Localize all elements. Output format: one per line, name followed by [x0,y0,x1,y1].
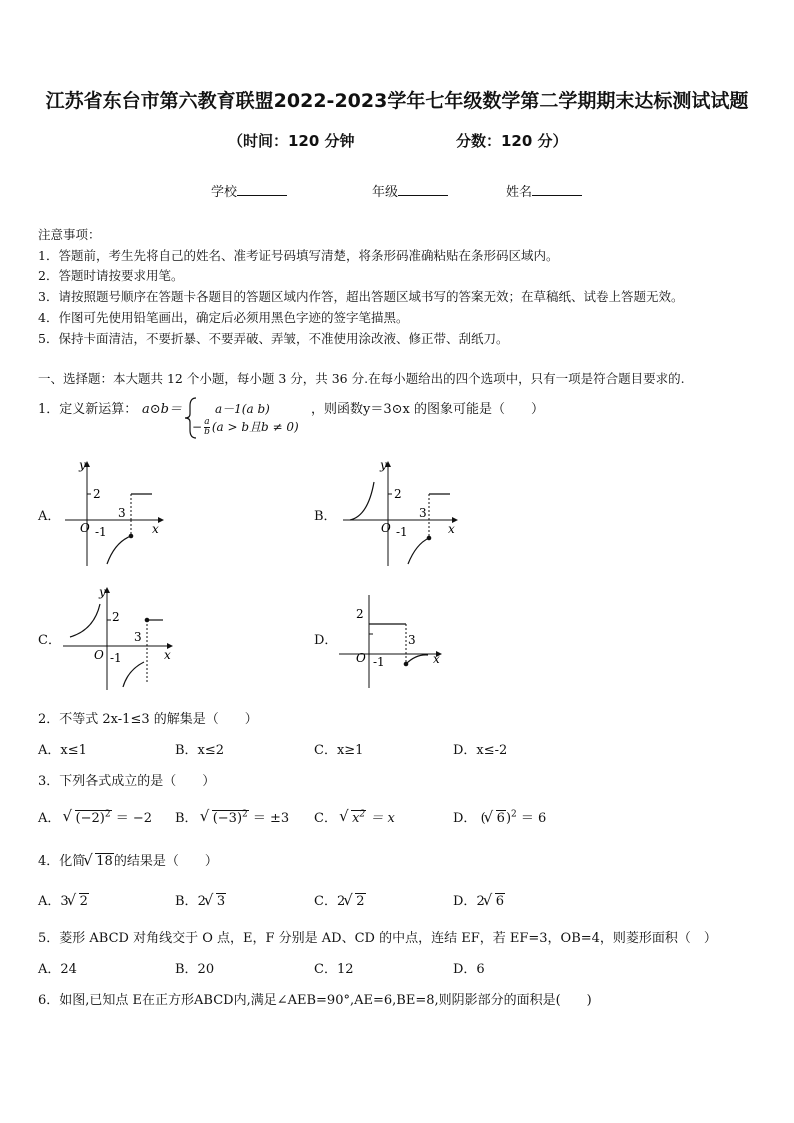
option-label: D． [453,894,477,909]
x-axis-label: x [433,652,440,666]
sqrt-expression [341,810,366,826]
sqrt-expression: √ 2 [345,894,365,909]
exam-time: （时间：120 分钟 [228,132,355,150]
page-title: 江苏省东台市第六教育联盟2022-2023学年七年级数学第二学期期末达标测试试题 [45,90,749,112]
q3-stem: 3．下列各式成立的是（ ） [38,774,216,789]
q5-stem: 5．菱形 ABCD 对角线交于 O 点，E，F 分别是 AD、CD 的中点，连结 EF，若 EF=3，OB=4，则菱形面积（ ） [38,931,717,946]
name-label: 姓名 [506,185,533,200]
q1-graph-d[interactable] [336,590,452,690]
q3-option-a[interactable] [38,807,152,826]
note-item: 4．作图可先使用铅笔画出，确定后必须用黑色字迹的签字笔描黑。 [38,310,409,325]
option-label: D． [453,811,477,826]
q1-case2-tail: (a > b且b ≠ 0) [211,420,299,434]
radicand: (−3) [212,811,243,826]
tick-neg1: -1 [373,655,385,669]
q1-suffix: ，则函数y＝3⊙x 的图象可能是（ ） [311,402,544,417]
sqrt-expression [202,810,249,826]
sqrt-expression [65,810,112,826]
q2-option-d[interactable]: D．x≤-2 [453,743,508,758]
tick-3: 3 [419,506,427,520]
tick-neg1: -1 [95,525,107,539]
q4-stem [38,850,218,869]
origin-label: O [381,521,391,535]
note-item: 2．答题时请按要求用笔。 [38,268,184,283]
radicand: x [352,811,360,826]
q4-option-d[interactable] [453,890,505,909]
tick-3: 3 [134,630,142,644]
school-blank[interactable] [237,183,287,196]
q3-option-c[interactable] [314,807,395,826]
rhs: ＝ ±3 [252,811,290,826]
stem-prefix: 4．化简 [38,854,86,869]
q4-option-a[interactable] [38,890,89,909]
q1-frac-den: b [204,427,210,437]
note-item: 5．保持卡面清洁，不要折暴、不要弄破、弄皱，不准使用涂改液、修正带、刮纸刀。 [38,331,509,346]
q1-option-a-label[interactable]: A． [38,509,61,524]
q1-graph-a[interactable] [60,456,170,568]
name-blank[interactable] [532,183,582,196]
tick-3: 3 [408,633,416,647]
tick-2: 2 [356,607,364,621]
coefficient: 2 [197,894,206,909]
q1-option-d-label[interactable]: D． [314,633,338,648]
y-axis-label: y [380,458,387,472]
exponent: 2 [511,809,517,820]
notes-heading: 注意事项： [38,227,101,242]
q3-option-d[interactable]: D． (√ 6)$^2$ ＝ 6 [453,807,546,826]
sqrt-expression: √ 3 [206,894,226,909]
grade-label: 年级 [372,185,399,200]
q2-option-b[interactable]: B．x≤2 [175,743,225,758]
option-label: B． [175,811,198,826]
tick-neg1: -1 [110,651,122,665]
q4-option-b[interactable] [175,890,226,909]
exponent: 2 [242,809,248,820]
tick-3: 3 [118,506,126,520]
coefficient: 2 [336,894,346,909]
q1-case2: − $\frac{a}{b}$ (a > b且b ≠ 0) [192,417,299,437]
q2-option-c[interactable]: C．x≥1 [314,743,364,758]
y-axis-label: y [79,458,86,472]
q5-option-d[interactable]: D．6 [453,962,485,977]
option-label: C． [314,894,337,909]
rhs: ＝ −2 [115,811,153,826]
tick-2: 2 [394,487,402,501]
origin-label: O [356,651,366,665]
exam-score: 分数：120 分） [456,132,568,150]
option-label: A． [38,894,61,909]
q1-option-c-label[interactable]: C． [38,633,61,648]
x-axis-label: x [152,522,159,536]
grade-field [372,181,448,200]
section-heading: 一、选择题：本大题共 12 个小题，每小题 3 分，共 36 分.在每小题给出的四个选项中，只有一项是符合题目要求的. [38,371,685,386]
tick-neg1: -1 [396,525,408,539]
rhs: ＝ 6 [520,811,547,826]
q2-stem: 2．不等式 2x-1≤3 的解集是（ ） [38,712,258,727]
x-axis-label: x [448,522,455,536]
q1-option-b-label[interactable]: B． [314,509,337,524]
tick-2: 2 [112,610,120,624]
sqrt-expression: √ 6 [486,811,506,826]
q5-option-c[interactable]: C．12 [314,962,354,977]
grade-blank[interactable] [398,183,448,196]
school-label: 学校 [211,185,238,200]
exponent: 2 [104,809,111,820]
tick-2: 2 [93,487,101,501]
q1-frac-num: a [204,417,210,427]
note-item: 3．请按照题号顺序在答题卡各题目的答题区域内作答，超出答题区域书写的答案无效；在草稿纸、试卷上答题无效。 [38,289,684,304]
origin-label: O [80,521,90,535]
q4-option-c[interactable] [314,890,366,909]
stem-suffix: 的结果是（ ） [113,854,218,869]
origin-label: O [94,648,104,662]
q6-stem: 6．如图,已知点 E在正方形ABCD内,满足∠AEB=90°,AE=6,BE=8,则阴影部分的面积是( ) [38,993,592,1008]
y-axis-label: y [99,585,106,599]
q3-option-b[interactable] [175,807,289,826]
exponent: 2 [359,809,366,820]
q5-option-b[interactable]: B．20 [175,962,215,977]
rhs: ＝ x [370,811,395,826]
q1-case1: a－1(a b) [215,402,270,416]
sqrt-expression: √ 6 [485,894,505,909]
q1-op: a⊙b＝ [142,402,182,417]
coefficient: 2 [476,894,485,909]
note-item: 1．答题前，考生先将自己的姓名、准考证号码填写清楚，将条形码准确粘贴在条形码区域内。 [38,248,559,263]
sqrt-expression: √ 2 [69,894,89,909]
name-field [506,181,582,200]
school-field [211,181,287,200]
x-axis-label: x [164,648,171,662]
q5-option-a[interactable]: A．24 [38,962,77,977]
coefficient: 3 [60,894,69,909]
sqrt-18: √ 18 [85,854,114,869]
q2-option-a[interactable]: A．x≤1 [38,743,87,758]
radicand: (−2) [75,811,105,826]
q1-graph-b[interactable] [338,456,463,568]
q1-graph-c[interactable] [60,582,180,692]
q1-prefix: 1．定义新运算： [38,402,138,417]
option-label: C． [314,811,337,826]
option-label: B． [175,894,198,909]
option-label: A． [38,811,61,826]
